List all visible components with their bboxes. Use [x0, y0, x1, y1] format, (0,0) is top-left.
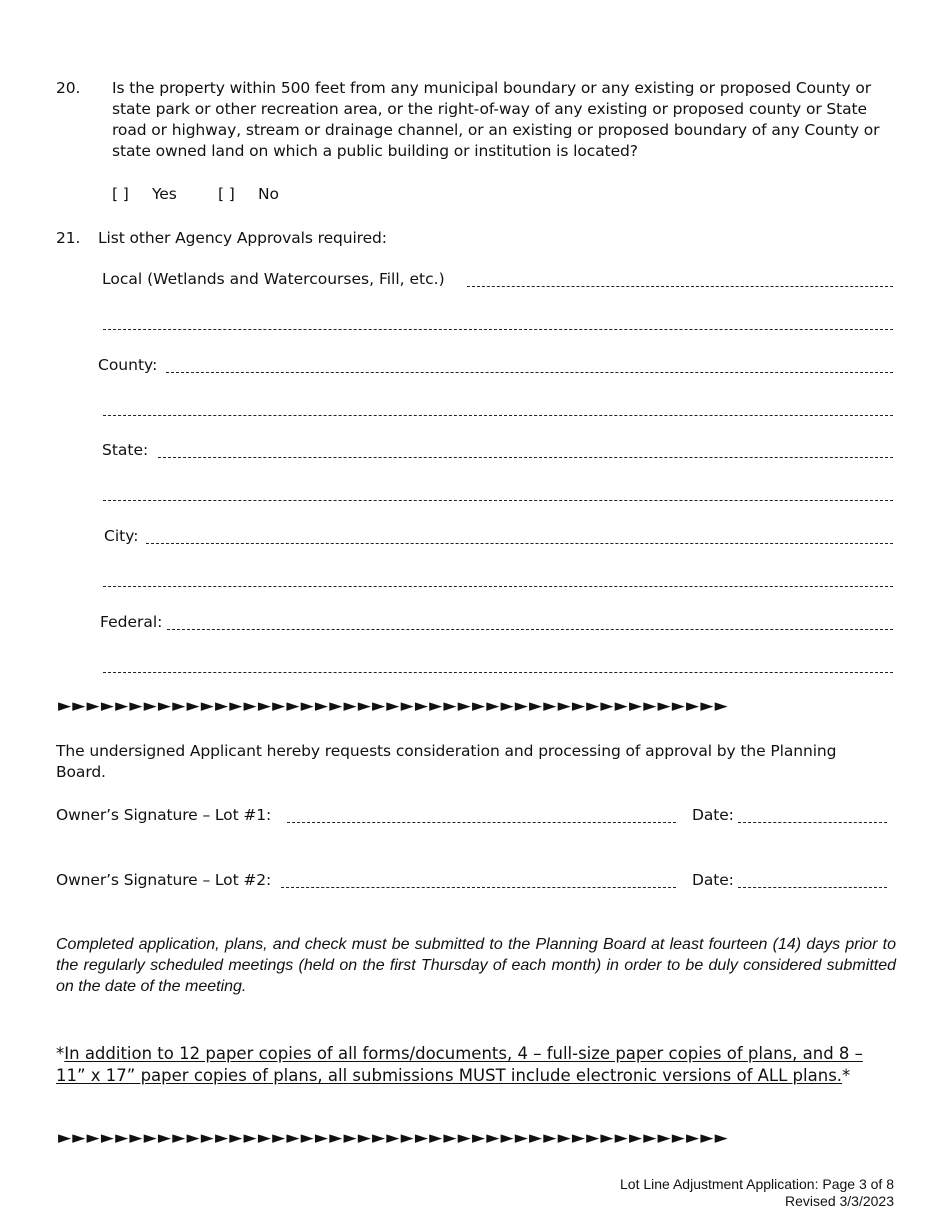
submission-note: [56, 1043, 896, 1087]
county-approval-label: County:: [98, 356, 158, 374]
note-text: In addition to 12 paper copies of all forms/documents, 4 – full-size paper copies of plans, and 8 – 11” x 17” paper copies of plans, all submissions MUST include electronic versions of ALL plans.: [56, 1044, 863, 1085]
city-approval-input[interactable]: [146, 543, 893, 544]
date-lot2-label: Date:: [692, 871, 734, 889]
date-lot1-label: Date:: [692, 806, 734, 824]
county-approval-input[interactable]: [166, 372, 893, 373]
owner-signature-lot1-label: Owner’s Signature – Lot #1:: [56, 806, 272, 824]
owner-signature-lot1-input[interactable]: [287, 822, 676, 823]
county-approval-input-line-2[interactable]: [103, 415, 893, 416]
federal-approval-label: Federal:: [100, 613, 163, 631]
local-approval-input[interactable]: [467, 286, 893, 287]
owner-signature-lot2-input[interactable]: [281, 887, 676, 888]
no-label: No: [258, 185, 279, 203]
yes-checkbox[interactable]: [ ]: [112, 185, 129, 203]
request-paragraph: The undersigned Applicant hereby requests consideration and processing of approval by the Planning Board.: [56, 742, 837, 781]
question-21-text: List other Agency Approvals required:: [98, 229, 387, 247]
date-lot1-input[interactable]: [738, 822, 887, 823]
page-footer: [620, 1176, 894, 1210]
federal-approval-input[interactable]: [167, 629, 893, 630]
yes-label: Yes: [152, 185, 177, 203]
arrow-divider: ►►►►►►►►►►►►►►►►►►►►►►►►►►►►►►►►►►►►►►►►►►►►►►►: [58, 696, 729, 716]
arrow-divider-bottom: ►►►►►►►►►►►►►►►►►►►►►►►►►►►►►►►►►►►►►►►►►►►►►►►: [58, 1128, 729, 1148]
federal-approval-input-line-2[interactable]: [103, 672, 893, 673]
footer-page-label: Lot Line Adjustment Application: Page 3 of 8: [620, 1176, 894, 1192]
question-20-number: 20.: [56, 79, 81, 97]
city-approval-input-line-2[interactable]: [103, 586, 893, 587]
state-approval-input-line-2[interactable]: [103, 500, 893, 501]
note-prefix: *: [56, 1044, 65, 1063]
footer-revised-date: Revised 3/3/2023: [785, 1193, 894, 1209]
date-lot2-input[interactable]: [738, 887, 887, 888]
state-approval-input[interactable]: [158, 457, 893, 458]
question-20-text: Is the property within 500 feet from any municipal boundary or any existing or proposed County or state park or other recreation area, or the right-of-way of any existing or proposed county or State road or highway, stream or drainage channel, or an existing or proposed boundary of any County or state owned land on which a public building or institution is located?: [112, 79, 880, 160]
city-approval-label: City:: [104, 527, 139, 545]
note-suffix: *: [842, 1066, 851, 1085]
owner-signature-lot2-label: Owner’s Signature – Lot #2:: [56, 871, 272, 889]
local-approval-label: Local (Wetlands and Watercourses, Fill, etc.): [102, 270, 445, 288]
state-approval-label: State:: [102, 441, 149, 459]
local-approval-input-line-2[interactable]: [103, 329, 893, 330]
no-checkbox[interactable]: [ ]: [218, 185, 235, 203]
submission-deadline-paragraph: Completed application, plans, and check must be submitted to the Planning Board at least fourteen (14) days prior to the regularly scheduled meetings (held on the first Thursday of each month) in order to be duly considered submitted on the date of the meeting.: [56, 936, 896, 995]
question-21-number: 21.: [56, 229, 81, 247]
